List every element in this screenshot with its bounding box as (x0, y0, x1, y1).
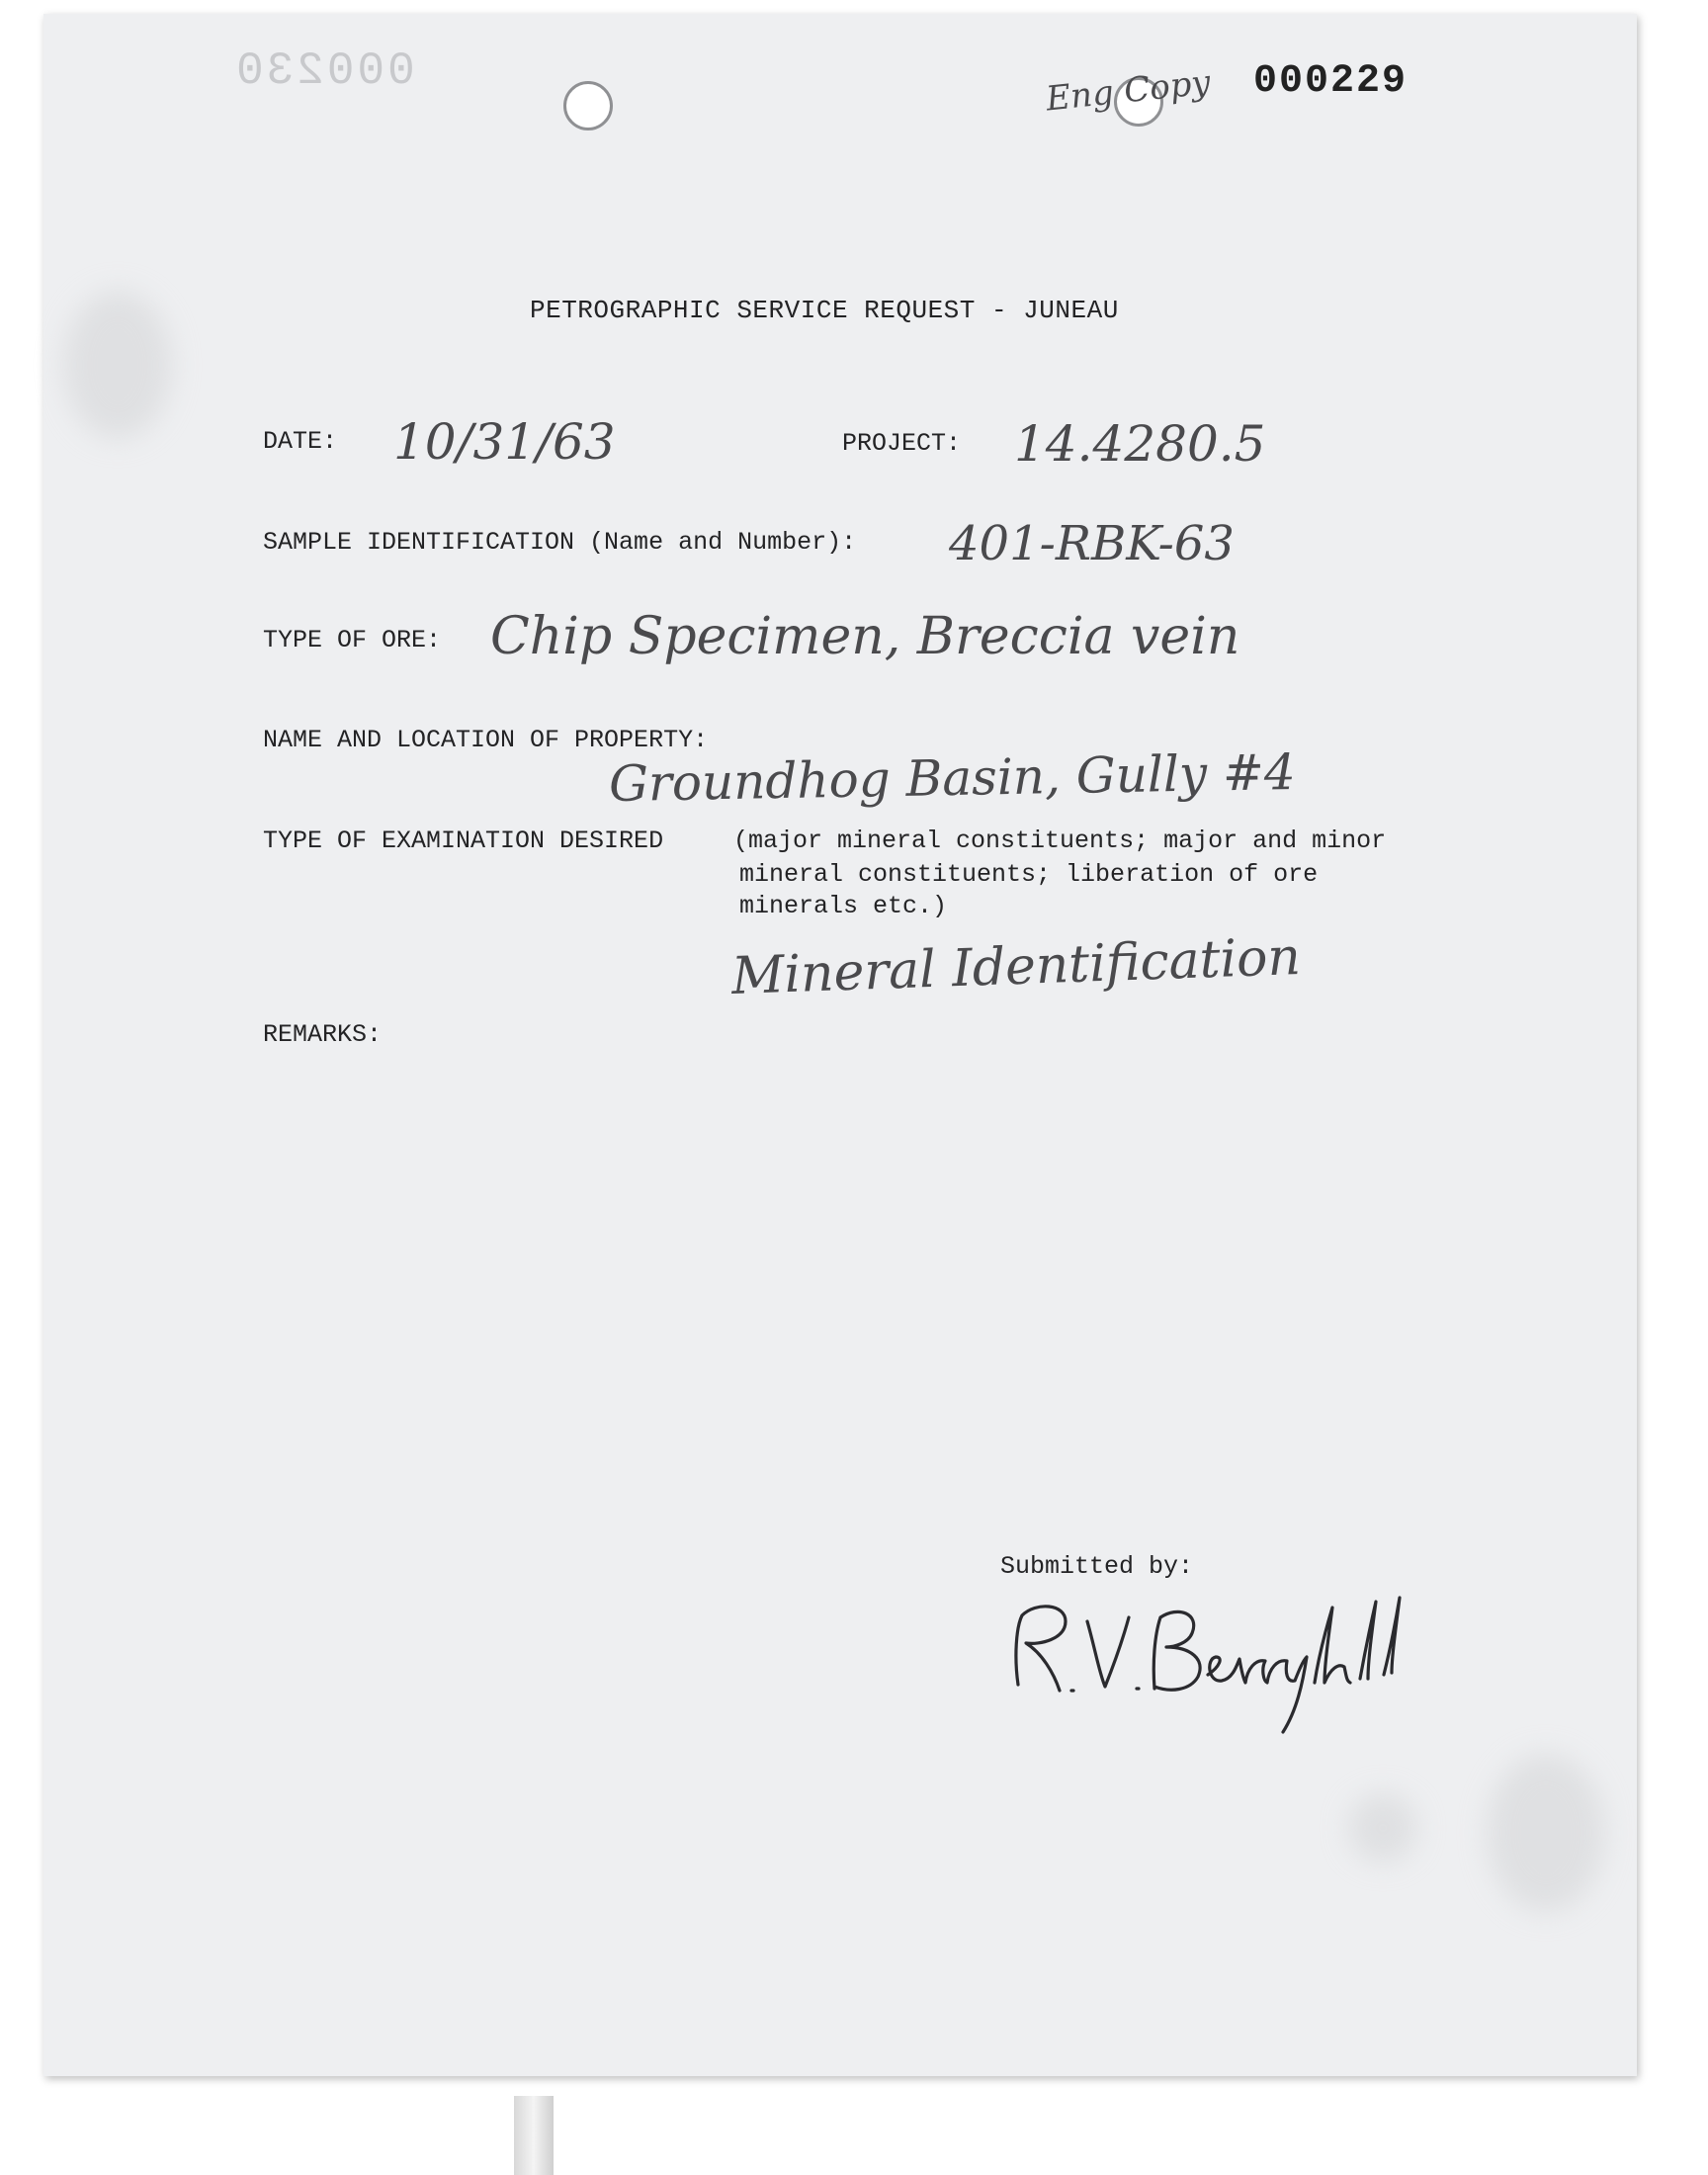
scanner-edge-strip (514, 2096, 554, 2175)
sample-identification-value: 401-RBK-63 (949, 516, 1235, 571)
examination-hint-line1: (major mineral constituents; major and minor (733, 826, 1387, 855)
property-value: Groundhog Basin, Gully #4 (608, 742, 1297, 814)
document-number: 000229 (1253, 59, 1409, 104)
examination-hint-line2: mineral constituents; liberation of ore (739, 860, 1319, 889)
page-smudge (1348, 1793, 1417, 1863)
ore-type-label: TYPE OF ORE: (263, 626, 442, 654)
punch-hole-left (563, 81, 613, 130)
date-label: DATE: (263, 427, 338, 456)
examination-value: Mineral Identification (730, 926, 1302, 1007)
project-value: 14.4280.5 (1014, 415, 1266, 473)
remarks-label: REMARKS: (263, 1020, 383, 1049)
form-title: PETROGRAPHIC SERVICE REQUEST - JUNEAU (530, 296, 1119, 325)
date-value: 10/31/63 (393, 413, 616, 471)
property-label: NAME AND LOCATION OF PROPERTY: (263, 726, 709, 754)
ore-type-value: Chip Specimen, Breccia vein (490, 607, 1240, 666)
page-smudge (1487, 1754, 1605, 1912)
sample-identification-label: SAMPLE IDENTIFICATION (Name and Number): (263, 528, 857, 557)
project-label: PROJECT: (842, 429, 962, 458)
examination-label: TYPE OF EXAMINATION DESIRED (263, 826, 664, 855)
page-smudge (63, 291, 172, 439)
submitted-by-label: Submitted by: (1000, 1552, 1194, 1581)
eng-copy-annotation: Eng Copy (1044, 62, 1213, 120)
examination-hint-line3: minerals etc.) (739, 892, 948, 920)
faint-bleedthrough-number: 000230 (233, 45, 415, 97)
signature-drawing (996, 1588, 1411, 1736)
signature (996, 1588, 1411, 1741)
